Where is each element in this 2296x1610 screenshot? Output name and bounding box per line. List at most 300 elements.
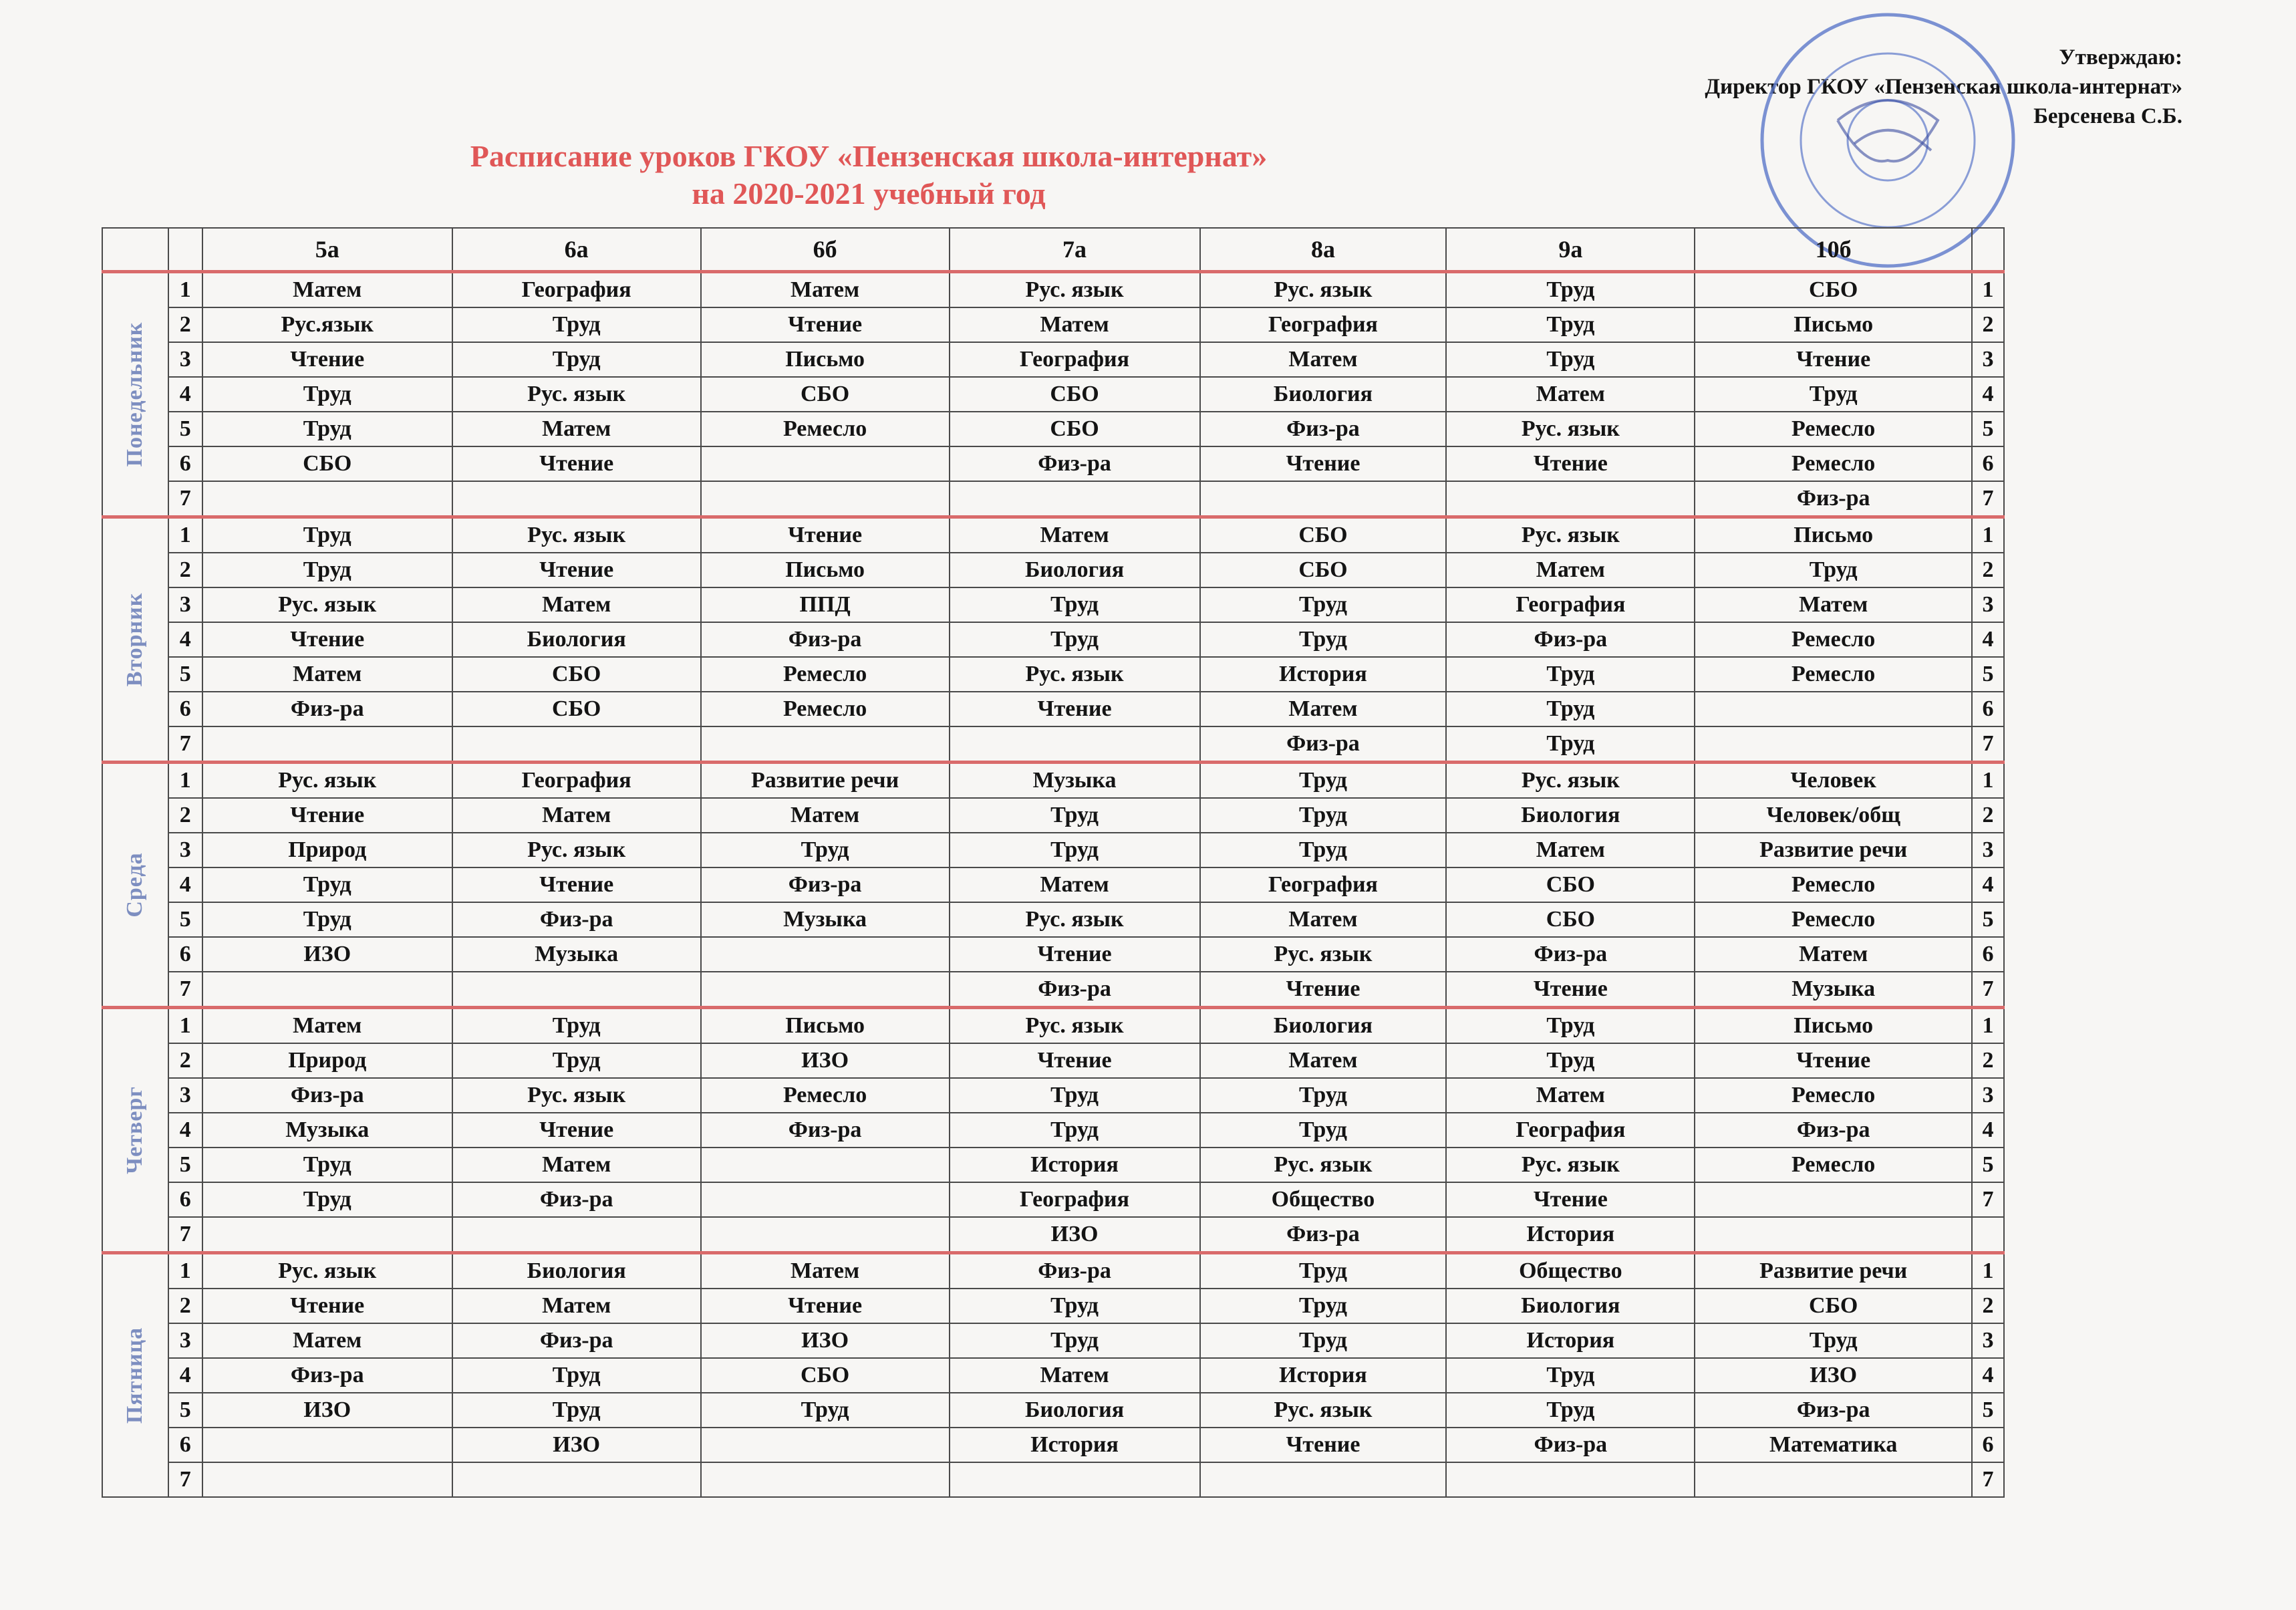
lesson-cell: Музыка (950, 763, 1200, 799)
lesson-cell: Чтение (701, 1289, 950, 1323)
lesson-cell: Рус. язык (202, 1253, 452, 1289)
lesson-cell: Матем (202, 657, 452, 692)
lesson-number: 5 (168, 412, 202, 446)
lesson-cell: Биология (452, 622, 701, 657)
lesson-cell: Труд (452, 307, 701, 342)
lesson-cell: Чтение (1695, 342, 1972, 377)
lesson-number-right: 7 (1972, 972, 2004, 1008)
lesson-cell: Труд (950, 1289, 1200, 1323)
lesson-cell (1200, 1462, 1447, 1497)
lesson-cell: Матем (950, 1358, 1200, 1393)
class-header: 8а (1200, 228, 1447, 272)
lesson-cell: Матем (202, 272, 452, 308)
lesson-cell: Физ-ра (1446, 937, 1695, 972)
lesson-cell: Труд (1200, 1323, 1447, 1358)
lesson-cell: Матем (452, 1289, 701, 1323)
lesson-cell: История (1200, 657, 1447, 692)
class-header: 10б (1695, 228, 1972, 272)
lesson-cell: Матем (701, 1253, 950, 1289)
lesson-number: 5 (168, 1393, 202, 1428)
lesson-cell: Труд (950, 587, 1200, 622)
lesson-number-right (1972, 1217, 2004, 1253)
lesson-cell: Рус. язык (950, 1008, 1200, 1044)
lesson-number-right: 6 (1972, 446, 2004, 481)
lesson-number: 1 (168, 517, 202, 553)
approval-line-1: Утверждаю: (2059, 45, 2182, 70)
lesson-number-right: 4 (1972, 622, 2004, 657)
lesson-number: 6 (168, 446, 202, 481)
lesson-cell: Чтение (1446, 972, 1695, 1008)
day-label: Пятница (122, 1327, 148, 1424)
lesson-cell: Рус. язык (452, 833, 701, 867)
lesson-cell: Ремесло (1695, 657, 1972, 692)
lesson-cell: Рус. язык (950, 657, 1200, 692)
lesson-cell: Чтение (1200, 1428, 1447, 1462)
class-header: 7а (950, 228, 1200, 272)
lesson-cell: Чтение (1200, 446, 1447, 481)
lesson-cell: Музыка (1695, 972, 1972, 1008)
table-row (102, 1323, 2004, 1358)
lesson-cell: География (1200, 307, 1447, 342)
lesson-number: 4 (168, 622, 202, 657)
table-row (102, 1148, 2004, 1182)
lesson-number: 2 (168, 1043, 202, 1078)
lesson-number-right: 3 (1972, 587, 2004, 622)
lesson-cell: География (1446, 1113, 1695, 1148)
lesson-cell: Труд (1446, 1393, 1695, 1428)
lesson-cell: Труд (202, 902, 452, 937)
lesson-cell: Труд (1200, 833, 1447, 867)
lesson-cell: Биология (1446, 1289, 1695, 1323)
lesson-number-right: 2 (1972, 553, 2004, 587)
lesson-cell: Ремесло (701, 657, 950, 692)
lesson-cell: Рус. язык (1200, 937, 1447, 972)
lesson-cell: Биология (452, 1253, 701, 1289)
lesson-cell: Чтение (1446, 1182, 1695, 1217)
lesson-cell: История (1446, 1323, 1695, 1358)
lesson-cell: СБО (950, 377, 1200, 412)
class-header: 5а (202, 228, 452, 272)
lesson-cell: Музыка (202, 1113, 452, 1148)
table-row (102, 517, 2004, 553)
lesson-number-right: 4 (1972, 1113, 2004, 1148)
table-row (102, 972, 2004, 1008)
lesson-cell: География (452, 272, 701, 308)
lesson-cell: Труд (1200, 1289, 1447, 1323)
lesson-number: 7 (168, 1462, 202, 1497)
lesson-cell: ИЗО (701, 1043, 950, 1078)
title-line-2: на 2020-2021 учебный год (692, 176, 1046, 211)
lesson-cell: ИЗО (701, 1323, 950, 1358)
lesson-cell: Биология (950, 553, 1200, 587)
lesson-cell: СБО (202, 446, 452, 481)
lesson-cell: Труд (1200, 1078, 1447, 1113)
table-row (102, 272, 2004, 308)
lesson-cell: Физ-ра (202, 1358, 452, 1393)
title-line-1: Расписание уроков ГКОУ «Пензенская школа-интернат» (470, 139, 1268, 173)
lesson-cell: Ремесло (1695, 446, 1972, 481)
lesson-cell: СБО (950, 412, 1200, 446)
lesson-cell: СБО (1695, 272, 1972, 308)
lesson-cell: Матем (701, 272, 950, 308)
lesson-number-right: 6 (1972, 937, 2004, 972)
lesson-cell (1695, 692, 1972, 726)
lesson-cell: Труд (1446, 342, 1695, 377)
lesson-cell: География (1200, 867, 1447, 902)
lesson-cell: История (1446, 1217, 1695, 1253)
table-row (102, 763, 2004, 799)
lesson-cell: СБО (701, 377, 950, 412)
lesson-cell: СБО (1200, 553, 1447, 587)
lesson-cell: Физ-ра (1446, 622, 1695, 657)
lesson-cell (452, 726, 701, 763)
lesson-cell: СБО (1695, 1289, 1972, 1323)
lesson-cell: Труд (1446, 1008, 1695, 1044)
lesson-cell: География (950, 342, 1200, 377)
lesson-cell (701, 726, 950, 763)
table-row (102, 1428, 2004, 1462)
lesson-cell: ИЗО (202, 937, 452, 972)
lesson-cell: Физ-ра (202, 692, 452, 726)
class-header: 9а (1446, 228, 1695, 272)
lesson-cell: Матем (1446, 377, 1695, 412)
day-label: Вторник (122, 592, 148, 687)
lesson-cell: Труд (202, 867, 452, 902)
lesson-cell (452, 972, 701, 1008)
lesson-cell: История (950, 1148, 1200, 1182)
lesson-cell: Матем (950, 307, 1200, 342)
schedule-table (102, 227, 2005, 1498)
class-header: 6б (701, 228, 950, 272)
lesson-cell: Труд (1446, 692, 1695, 726)
lesson-number-right: 4 (1972, 377, 2004, 412)
lesson-cell: Матем (950, 517, 1200, 553)
lesson-cell: Чтение (452, 867, 701, 902)
table-row (102, 342, 2004, 377)
lesson-cell: География (950, 1182, 1200, 1217)
lesson-cell: Труд (701, 1393, 950, 1428)
lesson-cell: ИЗО (1695, 1358, 1972, 1393)
lesson-cell: Музыка (452, 937, 701, 972)
lesson-number: 7 (168, 726, 202, 763)
lesson-number-right: 1 (1972, 1253, 2004, 1289)
table-row (102, 412, 2004, 446)
lesson-cell: Матем (1695, 937, 1972, 972)
lesson-cell: Природ (202, 1043, 452, 1078)
lesson-number-right: 7 (1972, 481, 2004, 517)
lesson-cell: Труд (452, 1358, 701, 1393)
lesson-cell: Ремесло (1695, 412, 1972, 446)
lesson-cell: Физ-ра (1200, 1217, 1447, 1253)
lesson-number-right: 6 (1972, 692, 2004, 726)
lesson-cell: Письмо (1695, 307, 1972, 342)
lesson-cell: Матем (452, 1148, 701, 1182)
lesson-cell: Чтение (1446, 446, 1695, 481)
lesson-cell: Чтение (701, 517, 950, 553)
lesson-cell (701, 972, 950, 1008)
lesson-cell: Физ-ра (452, 1182, 701, 1217)
lesson-cell (202, 1462, 452, 1497)
lesson-number-right: 5 (1972, 412, 2004, 446)
lesson-cell: Человек/общ (1695, 798, 1972, 833)
lesson-number: 1 (168, 1253, 202, 1289)
lesson-number: 2 (168, 307, 202, 342)
lesson-cell: Рус. язык (452, 517, 701, 553)
lesson-cell: Труд (1200, 587, 1447, 622)
lesson-cell: Труд (202, 1148, 452, 1182)
table-row (102, 446, 2004, 481)
table-row (102, 622, 2004, 657)
corner-cell (102, 228, 168, 272)
lesson-number: 2 (168, 1289, 202, 1323)
lesson-cell (1695, 726, 1972, 763)
lesson-cell: Физ-ра (202, 1078, 452, 1113)
lesson-cell: Физ-ра (1695, 1393, 1972, 1428)
table-row (102, 833, 2004, 867)
lesson-cell: История (1200, 1358, 1447, 1393)
lesson-cell: Чтение (701, 307, 950, 342)
lesson-number: 6 (168, 692, 202, 726)
lesson-cell: Ремесло (701, 1078, 950, 1113)
lesson-number-right: 3 (1972, 1078, 2004, 1113)
table-row (102, 1393, 2004, 1428)
lesson-cell: Физ-ра (452, 1323, 701, 1358)
lesson-number-right: 3 (1972, 833, 2004, 867)
lesson-number: 3 (168, 833, 202, 867)
lesson-number: 7 (168, 1217, 202, 1253)
lesson-cell: Труд (1200, 763, 1447, 799)
lesson-cell: География (1446, 587, 1695, 622)
lesson-number: 6 (168, 1182, 202, 1217)
lesson-cell: Физ-ра (1695, 1113, 1972, 1148)
lesson-cell: Труд (202, 1182, 452, 1217)
corner-cell (1972, 228, 2004, 272)
lesson-cell: СБО (701, 1358, 950, 1393)
lesson-number-right: 1 (1972, 517, 2004, 553)
table-row (102, 1113, 2004, 1148)
lesson-cell (1695, 1462, 1972, 1497)
lesson-cell: Письмо (701, 553, 950, 587)
lesson-cell: Матем (452, 798, 701, 833)
table-row (102, 1289, 2004, 1323)
lesson-cell: Матем (1200, 342, 1447, 377)
lesson-cell: Физ-ра (950, 972, 1200, 1008)
lesson-cell: Чтение (950, 1043, 1200, 1078)
lesson-cell (452, 1462, 701, 1497)
lesson-cell (701, 481, 950, 517)
lesson-cell (202, 481, 452, 517)
lesson-cell: Рус. язык (202, 763, 452, 799)
class-header: 6а (452, 228, 701, 272)
lesson-cell: Человек (1695, 763, 1972, 799)
lesson-cell: Труд (202, 377, 452, 412)
lesson-cell: Ремесло (701, 692, 950, 726)
lesson-cell: Матем (202, 1008, 452, 1044)
table-row (102, 1358, 2004, 1393)
lesson-number: 4 (168, 1358, 202, 1393)
lesson-number: 5 (168, 657, 202, 692)
lesson-cell: Чтение (202, 342, 452, 377)
lesson-cell: СБО (452, 657, 701, 692)
lesson-cell: Матем (1446, 833, 1695, 867)
day-label-cell (102, 763, 168, 1008)
lesson-cell (452, 481, 701, 517)
lesson-cell: Ремесло (1695, 622, 1972, 657)
table-row (102, 1182, 2004, 1217)
lesson-cell: История (950, 1428, 1200, 1462)
lesson-number: 3 (168, 1078, 202, 1113)
lesson-cell: Труд (1446, 307, 1695, 342)
table-row (102, 1008, 2004, 1044)
lesson-cell: Физ-ра (701, 1113, 950, 1148)
lesson-cell: Чтение (950, 937, 1200, 972)
lesson-cell (202, 1428, 452, 1462)
lesson-cell (701, 1428, 950, 1462)
lesson-number: 4 (168, 1113, 202, 1148)
lesson-cell: Биология (950, 1393, 1200, 1428)
lesson-cell: Рус. язык (1446, 1148, 1695, 1182)
day-label-cell (102, 517, 168, 763)
day-label-cell (102, 272, 168, 517)
lesson-number-right: 2 (1972, 798, 2004, 833)
lesson-number-right: 7 (1972, 726, 2004, 763)
lesson-cell: Природ (202, 833, 452, 867)
lesson-cell: Труд (202, 553, 452, 587)
lesson-cell: Ремесло (1695, 1078, 1972, 1113)
lesson-number-right: 2 (1972, 1043, 2004, 1078)
table-row (102, 307, 2004, 342)
lesson-cell: СБО (1200, 517, 1447, 553)
lesson-cell: Ремесло (1695, 1148, 1972, 1182)
lesson-cell: Матем (452, 587, 701, 622)
lesson-cell: Труд (1446, 1358, 1695, 1393)
lesson-cell: Труд (701, 833, 950, 867)
lesson-cell (1446, 1462, 1695, 1497)
lesson-number-right: 1 (1972, 272, 2004, 308)
day-label: Четверг (122, 1086, 148, 1174)
lesson-cell: Матем (701, 798, 950, 833)
lesson-cell: Ремесло (1695, 902, 1972, 937)
lesson-cell (701, 1148, 950, 1182)
lesson-cell: Физ-ра (1200, 412, 1447, 446)
lesson-cell: Матем (202, 1323, 452, 1358)
approval-line-3: Берсенева С.Б. (2033, 104, 2182, 128)
lesson-cell: Рус. язык (1446, 763, 1695, 799)
lesson-cell: Математика (1695, 1428, 1972, 1462)
table-row (102, 1217, 2004, 1253)
day-label: Среда (122, 852, 148, 918)
table-row (102, 587, 2004, 622)
lesson-cell (950, 481, 1200, 517)
lesson-number: 6 (168, 937, 202, 972)
table-row (102, 726, 2004, 763)
lesson-cell (701, 1217, 950, 1253)
lesson-cell: Ремесло (701, 412, 950, 446)
lesson-number: 7 (168, 481, 202, 517)
table-row (102, 1462, 2004, 1497)
header-row (102, 228, 2004, 272)
lesson-cell: Матем (1200, 692, 1447, 726)
lesson-cell (950, 726, 1200, 763)
lesson-number: 5 (168, 902, 202, 937)
lesson-cell: Труд (1446, 657, 1695, 692)
table-row (102, 553, 2004, 587)
table-row (102, 937, 2004, 972)
lesson-cell: Чтение (202, 798, 452, 833)
lesson-cell: Чтение (202, 622, 452, 657)
lesson-cell: Труд (1200, 798, 1447, 833)
approval-line-2: Директор ГКОУ «Пензенская школа-интернат» (1705, 75, 2182, 99)
lesson-cell: Рус. язык (950, 902, 1200, 937)
lesson-cell: Письмо (701, 1008, 950, 1044)
lesson-cell: Труд (950, 1078, 1200, 1113)
lesson-cell: Труд (452, 342, 701, 377)
lesson-cell (452, 1217, 701, 1253)
lesson-number: 3 (168, 1323, 202, 1358)
lesson-cell (701, 1182, 950, 1217)
lesson-cell: Рус. язык (950, 272, 1200, 308)
lesson-cell: Матем (1695, 587, 1972, 622)
lesson-number-right: 5 (1972, 1148, 2004, 1182)
lesson-cell: Труд (950, 1113, 1200, 1148)
lesson-number: 2 (168, 553, 202, 587)
lesson-cell: Матем (1446, 1078, 1695, 1113)
day-label-cell (102, 1253, 168, 1498)
lesson-cell: Труд (1200, 1253, 1447, 1289)
lesson-cell: Труд (1446, 272, 1695, 308)
lesson-cell: СБО (1446, 867, 1695, 902)
lesson-cell: Рус. язык (452, 1078, 701, 1113)
lesson-cell: Матем (1446, 553, 1695, 587)
day-label: Понедельник (122, 321, 148, 467)
lesson-cell: Труд (950, 833, 1200, 867)
table-row (102, 1043, 2004, 1078)
lesson-cell: Рус. язык (452, 377, 701, 412)
lesson-cell: Матем (452, 412, 701, 446)
lesson-cell: Ремесло (1695, 867, 1972, 902)
lesson-number-right: 2 (1972, 1289, 2004, 1323)
lesson-cell: Чтение (452, 553, 701, 587)
day-label-cell (102, 1008, 168, 1253)
lesson-cell (701, 446, 950, 481)
lesson-cell: Развитие речи (1695, 833, 1972, 867)
lesson-cell (701, 937, 950, 972)
lesson-cell: Труд (1200, 622, 1447, 657)
lesson-cell: Музыка (701, 902, 950, 937)
lesson-cell: Письмо (1695, 1008, 1972, 1044)
lesson-cell: Труд (1446, 1043, 1695, 1078)
table-row (102, 798, 2004, 833)
lesson-number: 1 (168, 272, 202, 308)
lesson-cell: Рус. язык (1446, 517, 1695, 553)
lesson-cell: Физ-ра (950, 446, 1200, 481)
lesson-cell: СБО (452, 692, 701, 726)
lesson-cell: Рус. язык (202, 587, 452, 622)
lesson-cell: Труд (202, 517, 452, 553)
lesson-number-right: 7 (1972, 1182, 2004, 1217)
lesson-cell: СБО (1446, 902, 1695, 937)
table-row (102, 902, 2004, 937)
lesson-cell: ППД (701, 587, 950, 622)
lesson-cell: Физ-ра (950, 1253, 1200, 1289)
lesson-number-right: 1 (1972, 1008, 2004, 1044)
lesson-cell: Общество (1200, 1182, 1447, 1217)
lesson-cell: Труд (1200, 1113, 1447, 1148)
table-row (102, 1078, 2004, 1113)
lesson-cell: Рус.язык (202, 307, 452, 342)
lesson-cell: Матем (1200, 1043, 1447, 1078)
lesson-cell (701, 1462, 950, 1497)
